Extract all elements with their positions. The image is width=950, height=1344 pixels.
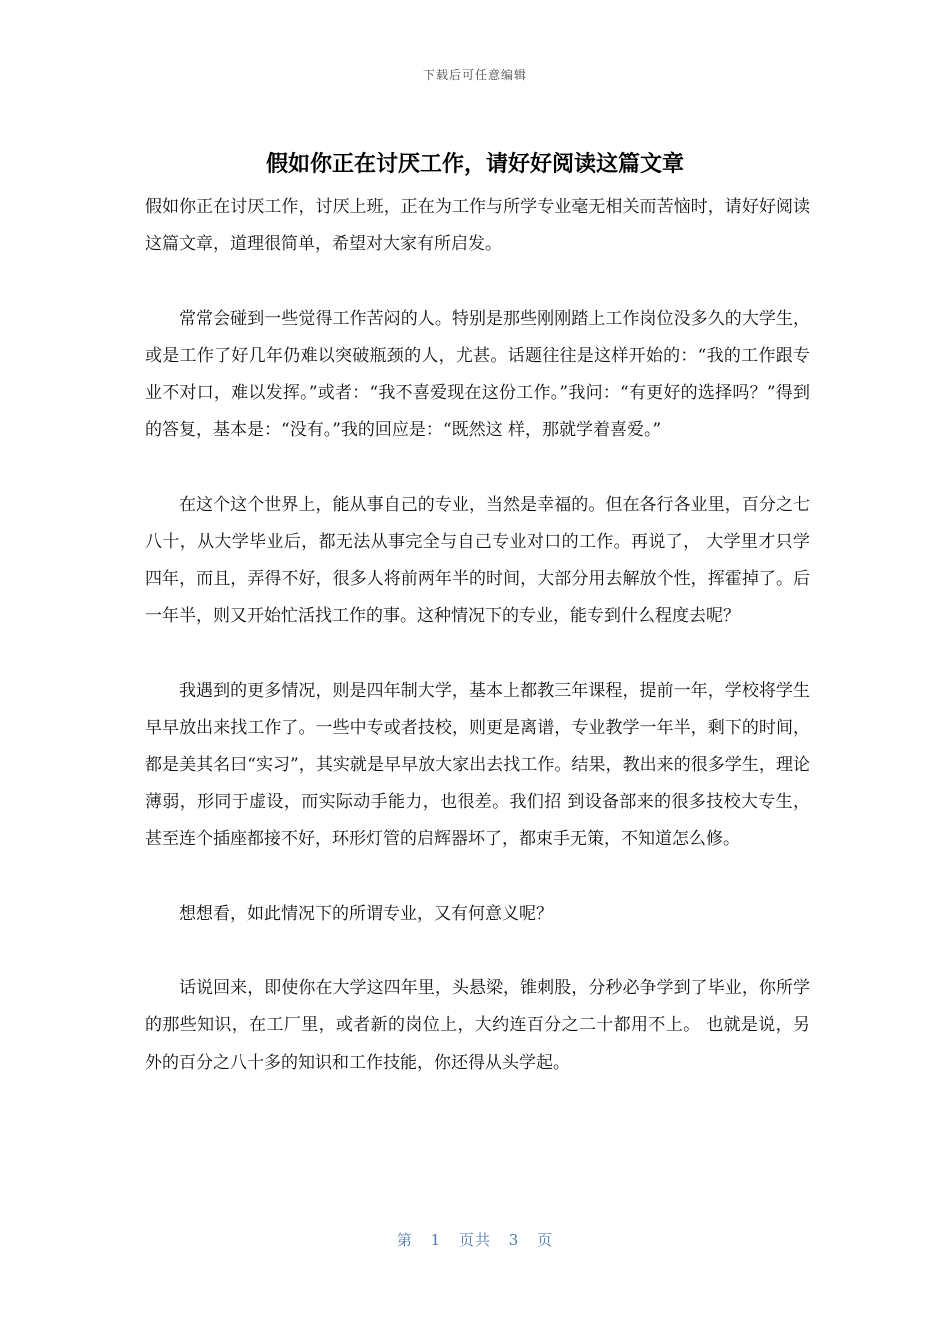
page-title: 假如你正在讨厌工作，请好好阅读这篇文章 xyxy=(265,152,684,177)
paragraph-3: 我遇到的更多情况，则是四年制大学，基本上都教三年课程，提前一年，学校将学生早早放出来找工作了。一些中专或者技校，则更是离谱，专业教学一年半，剩下的时间，都是美其名曰“实习”，其实就是早早放大家出去找工作。结果，教出来的很多学生，理论薄弱，形同于虚设，而实际动手能力，也很差。我们招 到设备部来的很多技校大专生，甚至连个插座都接不好，环形灯管的启辉器坏了，都束手无策，不知道怎么修。 xyxy=(145,680,810,850)
paragraph-spacer xyxy=(145,263,810,300)
footer-suffix: 页 xyxy=(537,1231,554,1249)
footer-middle: 页共 xyxy=(458,1231,491,1249)
header-note: 下载后可任意编辑 xyxy=(422,68,527,82)
paragraph-1: 常常会碰到一些觉得工作苦闷的人。特别是那些刚刚踏上工作岗位没多久的大学生，或是工作了好几年仍难以突破瓶颈的人，尤甚。话题往往是这样开始的：“我的工作跟专业不对口，难以发挥。”或者：“我不喜爱现在这份工作。”我问：“有更好的选择吗？”得到的答复，基本是：“没有。”我的回应是：“既然这 样，那就学着喜爱。” xyxy=(145,308,810,441)
intro-paragraph: 假如你正在讨厌工作，讨厌上班，正在为工作与所学专业毫无相关而苦恼时，请好好阅读这篇文章，道理很简单，希望对大家有所启发。 xyxy=(145,197,810,255)
paragraph-spacer xyxy=(145,449,810,486)
page-number-footer xyxy=(0,1229,950,1250)
paragraph-spacer xyxy=(145,933,810,970)
paragraph-4: 想想看，如此情况下的所谓专业，又有何意义呢？ xyxy=(179,903,553,924)
footer-current-page: 1 xyxy=(430,1231,442,1249)
paragraph-5: 话说回来，即使你在大学这四年里，头悬梁，锥刺股，分秒必争学到了毕业，你所学的那些知识，在工厂里，或者新的岗位上，大约连百分之二十都用不上。 也就是说，另外的百分之八十多的知识和工作技能，你还得从头学起。 xyxy=(145,978,810,1073)
footer-prefix: 第 xyxy=(396,1231,413,1249)
footer-total-pages: 3 xyxy=(508,1231,520,1249)
article-body xyxy=(145,189,810,1082)
paragraph-2: 在这个这个世界上，能从事自己的专业，当然是幸福的。但在各行各业里，百分之七八十，从大学毕业后，都无法从事完全与自己专业对口的工作。再说了， 大学里才只学四年，而且，弄得不好，很多人将前两年半的时间，大部分用去解放个性，挥霍掉了。后一年半，则又开始忙活找工作的事。这种情况下的专业，能专到什么程度去呢？ xyxy=(145,494,810,627)
paragraph-spacer xyxy=(145,859,810,896)
paragraph-spacer xyxy=(145,635,810,672)
